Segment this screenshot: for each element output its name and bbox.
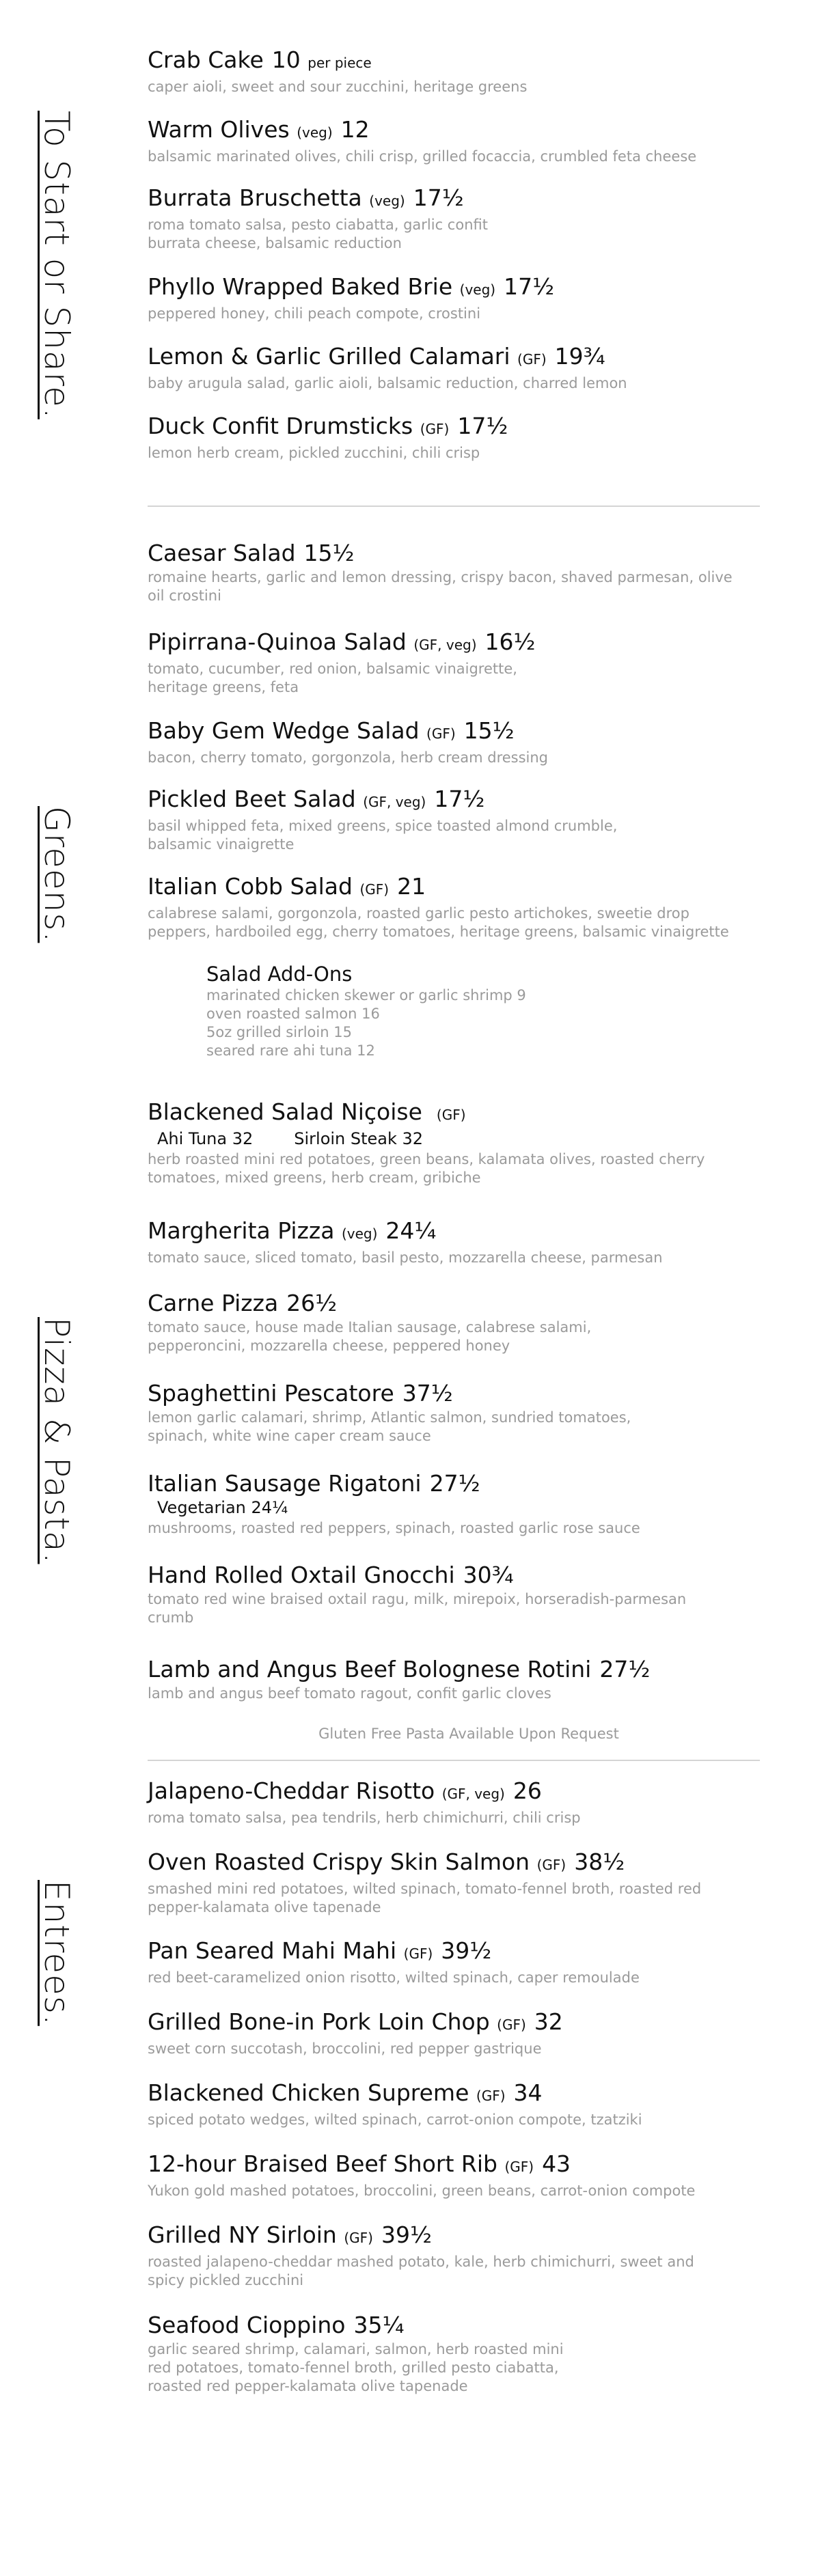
desc-line: tomato red wine braised oxtail ragu, milk, mirepoix, horseradish-parmesan — [148, 1591, 687, 1607]
item-name: Pickled Beet Salad — [148, 786, 356, 812]
item-description: lamb and angus beef tomato ragout, confit garlic cloves — [148, 1685, 551, 1702]
section-title-pizza-pasta: Pizza & Pasta. — [37, 1317, 77, 1564]
desc-line: roasted red pepper-kalamata olive tapenade — [148, 2378, 468, 2394]
item-name: Lamb and Angus Beef Bolognese Rotini — [148, 1656, 592, 1682]
desc-line: garlic seared shrimp, calamari, salmon, herb roasted mini — [148, 2341, 564, 2357]
section-title-greens: Greens. — [37, 806, 77, 943]
menu-item — [148, 2079, 790, 2129]
item-tag: (GF, veg) — [413, 637, 477, 653]
item-heading — [148, 1098, 790, 1128]
item-description — [148, 1880, 790, 1917]
item-name: Spaghettini Pescatore — [148, 1380, 394, 1407]
menu-item — [148, 873, 790, 941]
section-divider — [148, 505, 760, 507]
item-tag: (GF) — [536, 1857, 566, 1873]
item-heading — [148, 413, 790, 443]
item-name: Grilled Bone-in Pork Loin Chop — [148, 2008, 490, 2035]
desc-line: balsamic vinaigrette — [148, 836, 295, 853]
item-price: 27½ — [429, 1470, 480, 1497]
menu-item — [148, 1562, 790, 1627]
menu-item — [148, 2312, 790, 2396]
item-price: 17½ — [457, 413, 508, 439]
item-price: 27½ — [599, 1656, 651, 1682]
item-price: 19¾ — [554, 343, 605, 370]
menu-item — [148, 1656, 790, 1703]
item-name: Pan Seared Mahi Mahi — [148, 1937, 397, 1964]
item-heading — [148, 1937, 790, 1967]
item-name: Italian Sausage Rigatoni — [148, 1470, 422, 1497]
item-heading — [148, 628, 790, 659]
item-description: sweet corn succotash, broccolini, red pepper gastrique — [148, 2040, 542, 2057]
item-heading — [148, 2008, 790, 2038]
desc-line: red potatoes, tomato-fennel broth, grilled pesto ciabatta, — [148, 2359, 559, 2376]
item-heading — [148, 184, 790, 214]
menu-item — [148, 343, 790, 393]
item-description — [148, 216, 790, 253]
item-description: caper aioli, sweet and sour zucchini, heritage greens — [148, 79, 528, 95]
item-tag: (veg) — [341, 1225, 378, 1242]
item-tag: (veg) — [297, 124, 333, 141]
desc-line: basil whipped feta, mixed greens, spice toasted almond crumble, — [148, 818, 618, 834]
item-price: 24¼ — [385, 1217, 437, 1244]
item-heading — [148, 1656, 790, 1683]
item-description: mushrooms, roasted red peppers, spinach, roasted garlic rose sauce — [148, 1520, 640, 1536]
item-name: 12-hour Braised Beef Short Rib — [148, 2150, 497, 2177]
salad-addons — [206, 962, 685, 1060]
item-name: Jalapeno-Cheddar Risotto — [148, 1777, 435, 1804]
item-price: 12 — [340, 116, 370, 143]
item-price: 34 — [513, 2079, 543, 2106]
menu-item — [148, 46, 790, 96]
sub-price: Vegetarian 24¼ — [157, 1498, 288, 1517]
item-description: Yukon gold mashed potatoes, broccolini, green beans, carrot-onion compote — [148, 2183, 696, 2199]
desc-line: herb roasted mini red potatoes, green beans, kalamata olives, roasted cherry — [148, 1151, 705, 1167]
section-divider — [148, 1760, 760, 1761]
desc-line: burrata cheese, balsamic reduction — [148, 235, 402, 251]
menu-item — [148, 116, 790, 166]
item-tag: (GF) — [403, 1945, 433, 1962]
item-name: Phyllo Wrapped Baked Brie — [148, 273, 453, 300]
item-price: 43 — [542, 2150, 571, 2177]
item-heading — [148, 2079, 790, 2109]
desc-line: tomato sauce, house made Italian sausage, calabrese salami, — [148, 1319, 592, 1335]
addon-line: 5oz grilled sirloin 15 — [206, 1024, 352, 1040]
menu-item — [148, 2221, 790, 2290]
item-heading — [148, 2150, 790, 2180]
item-tag: (GF) — [497, 2017, 526, 2033]
item-description: bacon, cherry tomato, gorgonzola, herb cream dressing — [148, 749, 549, 766]
item-name: Hand Rolled Oxtail Gnocchi — [148, 1562, 455, 1588]
item-price: 37½ — [402, 1380, 453, 1407]
item-tag: (GF) — [426, 725, 456, 742]
menu-item — [148, 1290, 790, 1355]
item-description — [148, 1409, 790, 1445]
item-description — [148, 660, 790, 697]
item-price: 17½ — [413, 184, 464, 211]
item-description — [148, 1590, 790, 1627]
item-heading — [148, 717, 790, 747]
desc-line: spicy pickled zucchini — [148, 2272, 304, 2288]
item-heading — [148, 1848, 790, 1879]
desc-line: roma tomato salsa, pesto ciabatta, garlic confit — [148, 217, 488, 233]
item-tag: (GF) — [476, 2088, 506, 2104]
desc-line: heritage greens, feta — [148, 679, 299, 695]
item-name: Margherita Pizza — [148, 1217, 335, 1244]
menu-item — [148, 786, 790, 854]
addon-line: oven roasted salmon 16 — [206, 1006, 380, 1022]
item-tag: (GF) — [420, 421, 450, 437]
item-name: Duck Confit Drumsticks — [148, 413, 413, 439]
item-name: Crab Cake — [148, 46, 264, 73]
item-tag: (GF) — [344, 2230, 373, 2246]
desc-line: tomato, cucumber, red onion, balsamic vinaigrette, — [148, 661, 517, 677]
item-tag: (GF) — [359, 881, 390, 898]
price-note: per piece — [308, 55, 372, 71]
item-price: 15½ — [463, 717, 515, 744]
menu-item — [148, 2150, 790, 2200]
menu-item — [148, 2008, 790, 2058]
item-heading — [148, 343, 790, 373]
item-description — [148, 1150, 790, 1187]
item-name: Oven Roasted Crispy Skin Salmon — [148, 1848, 530, 1875]
menu-item — [148, 184, 790, 253]
sub-price: Sirloin Steak 32 — [294, 1129, 424, 1148]
sub-prices — [148, 1128, 790, 1149]
item-price: 26 — [512, 1777, 542, 1804]
item-description: spiced potato wedges, wilted spinach, carrot-onion compote, tzatziki — [148, 2111, 642, 2128]
item-heading — [148, 46, 790, 77]
item-name: Warm Olives — [148, 116, 290, 143]
item-price: 15½ — [303, 540, 355, 566]
item-price: 39½ — [381, 2221, 432, 2248]
item-name: Seafood Cioppino — [148, 2312, 346, 2338]
item-heading — [148, 273, 790, 303]
item-price: 21 — [397, 873, 426, 900]
menu-item — [148, 1217, 790, 1267]
item-price: 39½ — [441, 1937, 492, 1964]
item-description: balsamic marinated olives, chili crisp, grilled focaccia, crumbled feta cheese — [148, 148, 697, 165]
item-heading — [148, 1380, 790, 1407]
item-description: baby arugula salad, garlic aioli, balsamic reduction, charred lemon — [148, 375, 627, 391]
item-heading — [148, 1217, 790, 1247]
item-description — [148, 2340, 790, 2396]
addons-title: Salad Add-Ons — [206, 962, 353, 986]
item-tag: (GF) — [504, 2159, 534, 2175]
item-price: 38½ — [574, 1848, 625, 1875]
item-heading — [148, 1290, 790, 1317]
menu-item — [148, 540, 790, 605]
item-heading — [148, 873, 790, 903]
item-description — [148, 568, 790, 605]
desc-line: pepperoncini, mozzarella cheese, peppered honey — [148, 1338, 510, 1354]
item-heading — [148, 1777, 790, 1808]
menu-item — [148, 717, 790, 767]
item-tag: (veg) — [369, 193, 405, 209]
desc-line: calabrese salami, gorgonzola, roasted garlic pesto artichokes, sweetie drop — [148, 905, 689, 922]
item-name: Baby Gem Wedge Salad — [148, 717, 420, 744]
item-name: Grilled NY Sirloin — [148, 2221, 337, 2248]
sub-price: Ahi Tuna 32 — [157, 1129, 254, 1148]
item-description — [148, 904, 790, 941]
menu-item — [148, 273, 790, 323]
desc-line: roasted jalapeno-cheddar mashed potato, kale, herb chimichurri, sweet and — [148, 2254, 694, 2270]
desc-line: crumb — [148, 1609, 194, 1626]
item-heading — [148, 540, 790, 567]
item-price: 17½ — [504, 273, 555, 300]
desc-line: spinach, white wine caper cream sauce — [148, 1428, 431, 1444]
sub-prices — [148, 1497, 790, 1518]
item-description: roma tomato salsa, pea tendrils, herb chimichurri, chili crisp — [148, 1810, 581, 1826]
item-name: Lemon & Garlic Grilled Calamari — [148, 343, 510, 370]
addon-line: seared rare ahi tuna 12 — [206, 1042, 375, 1059]
item-description: peppered honey, chili peach compote, crostini — [148, 305, 481, 322]
desc-line: tomatoes, mixed greens, herb cream, gribiche — [148, 1169, 481, 1186]
item-tag: (veg) — [459, 281, 496, 298]
menu-item — [148, 413, 790, 462]
item-heading — [148, 1470, 790, 1497]
menu-item — [148, 1380, 790, 1445]
item-name: Caesar Salad — [148, 540, 296, 566]
item-description: lemon herb cream, pickled zucchini, chili crisp — [148, 445, 480, 461]
item-heading — [148, 1562, 790, 1589]
section-title-starters: To Start or Share. — [37, 111, 77, 419]
desc-line: pepper-kalamata olive tapenade — [148, 1899, 381, 1915]
item-heading — [148, 786, 790, 816]
desc-line: lemon garlic calamari, shrimp, Atlantic salmon, sundried tomatoes, — [148, 1409, 631, 1426]
item-tag: (GF, veg) — [441, 1786, 505, 1802]
item-description: tomato sauce, sliced tomato, basil pesto, mozzarella cheese, parmesan — [148, 1249, 663, 1266]
item-price: 30¾ — [463, 1562, 514, 1588]
item-heading — [148, 2312, 790, 2339]
item-tag: (GF) — [517, 351, 547, 368]
menu-item — [148, 1470, 790, 1538]
desc-line: romaine hearts, garlic and lemon dressing, crispy bacon, shaved parmesan, olive — [148, 569, 733, 585]
desc-line: smashed mini red potatoes, wilted spinach, tomato-fennel broth, roasted red — [148, 1881, 702, 1897]
item-name: Pipirrana-Quinoa Salad — [148, 628, 407, 655]
item-price: 26½ — [286, 1290, 338, 1316]
item-price: 16½ — [484, 628, 536, 655]
section-title-entrees: Entrees. — [37, 1880, 77, 2026]
item-price: 10 — [271, 46, 301, 73]
menu-item — [148, 1937, 790, 1987]
item-name: Blackened Salad Niçoise — [148, 1098, 422, 1125]
item-name: Blackened Chicken Supreme — [148, 2079, 469, 2106]
menu-item — [148, 628, 790, 697]
item-name: Burrata Bruschetta — [148, 184, 362, 211]
menu-item — [148, 1777, 790, 1827]
item-description — [148, 1318, 790, 1355]
item-price: 35¼ — [353, 2312, 405, 2338]
item-description — [148, 2253, 790, 2290]
item-tag: (GF) — [436, 1107, 466, 1123]
gluten-free-note: Gluten Free Pasta Available Upon Request — [318, 1726, 619, 1742]
item-name: Italian Cobb Salad — [148, 873, 353, 900]
menu-item — [148, 1848, 790, 1917]
item-heading — [148, 2221, 790, 2252]
item-heading — [148, 116, 790, 146]
item-description — [148, 817, 790, 854]
item-name: Carne Pizza — [148, 1290, 279, 1316]
desc-line: peppers, hardboiled egg, cherry tomatoes, heritage greens, balsamic vinaigrette — [148, 924, 729, 940]
item-description: red beet-caramelized onion risotto, wilted spinach, caper remoulade — [148, 1969, 640, 1986]
menu-item — [148, 1098, 790, 1187]
item-price: 32 — [534, 2008, 563, 2035]
item-tag: (GF, veg) — [363, 794, 426, 810]
item-price: 17½ — [434, 786, 485, 812]
addon-line: marinated chicken skewer or garlic shrimp 9 — [206, 987, 526, 1003]
desc-line: oil crostini — [148, 587, 221, 604]
